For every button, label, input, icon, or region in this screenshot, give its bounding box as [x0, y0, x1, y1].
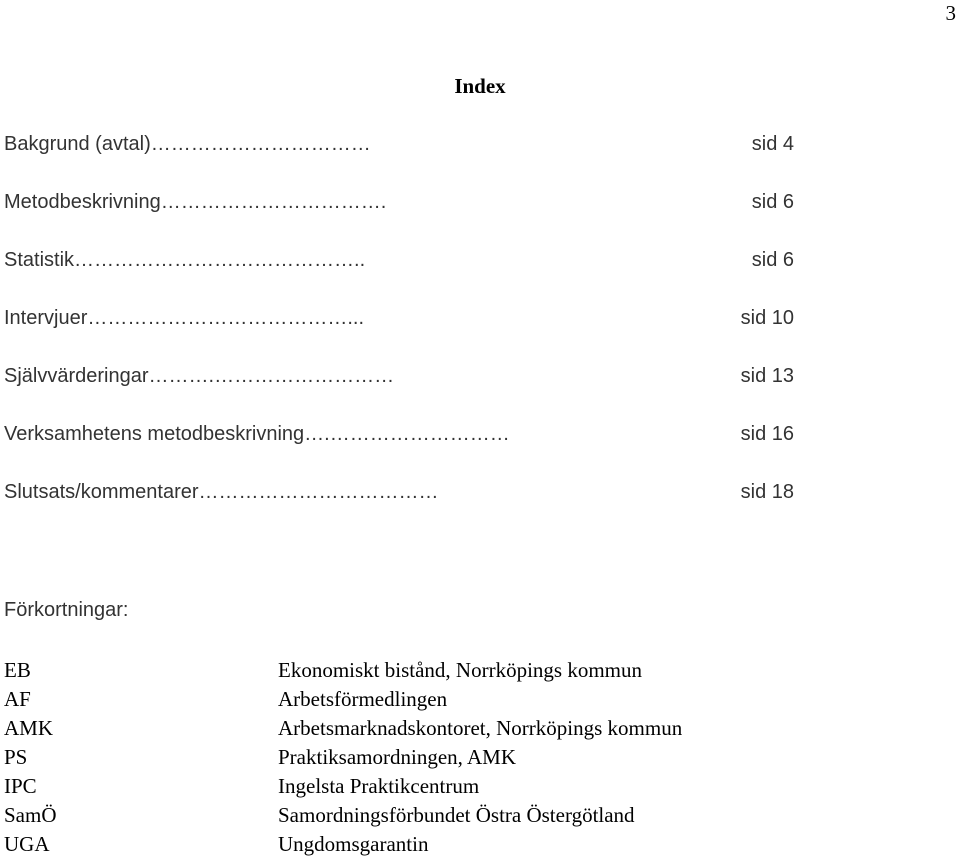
toc-entry-leader: ……….………………………	[148, 365, 395, 387]
abbreviation-code: IPC	[4, 774, 37, 798]
page-title: Index	[454, 74, 506, 98]
toc-entry-label: Verksamhetens metodbeskrivning	[4, 423, 305, 445]
abbreviation-row	[4, 830, 904, 859]
abbreviation-description: Samordningsförbundet Östra Östergötland	[278, 803, 635, 827]
toc-entry-page: sid 13	[740, 365, 794, 387]
toc-entry-intervjuer[interactable]	[4, 304, 794, 362]
abbreviation-code: SamÖ	[4, 803, 57, 827]
toc-entry-slutsats[interactable]	[4, 478, 794, 536]
toc-entry-statistik[interactable]	[4, 246, 794, 304]
toc-entry-page: sid 6	[751, 191, 794, 213]
toc-entry-leader: …………………………………...	[87, 307, 365, 329]
abbreviation-code: UGA	[4, 832, 50, 856]
toc-entry-label: Slutsats/kommentarer	[4, 481, 199, 503]
abbreviation-row	[4, 801, 904, 830]
toc-entry-label: Intervjuer	[4, 307, 88, 329]
abbreviation-code: PS	[4, 745, 28, 769]
toc-entry-sjalvvarderingar[interactable]	[4, 362, 794, 420]
toc-entry-page: sid 10	[740, 307, 794, 329]
abbreviation-row	[4, 772, 904, 801]
abbreviation-code: EB	[4, 658, 31, 682]
abbreviations-heading: Förkortningar:	[4, 599, 129, 621]
table-of-contents	[4, 130, 794, 536]
toc-entry-leader: ……………………………………..	[74, 249, 366, 271]
abbreviation-description: Arbetsmarknadskontoret, Norrköpings kommun	[278, 716, 683, 740]
toc-entry-bakgrund[interactable]	[4, 130, 794, 188]
toc-entry-label: Bakgrund (avtal)	[4, 133, 151, 155]
toc-entry-page: sid 16	[740, 423, 794, 445]
toc-entry-leader: …………………………….	[160, 191, 387, 213]
abbreviation-code: AMK	[4, 716, 54, 740]
toc-entry-label: Metodbeskrivning	[4, 191, 161, 213]
abbreviation-code: AF	[4, 687, 31, 711]
toc-entry-label: Statistik	[4, 249, 75, 271]
toc-entry-leader: ……………………………	[150, 133, 371, 155]
toc-entry-page: sid 4	[751, 133, 794, 155]
abbreviation-description: Ungdomsgarantin	[278, 832, 429, 856]
toc-entry-leader: ………………………………	[198, 481, 439, 503]
abbreviation-description: Arbetsförmedlingen	[278, 687, 448, 711]
toc-entry-page: sid 6	[751, 249, 794, 271]
abbreviation-row	[4, 685, 904, 714]
toc-entry-verksamhetens-metodbeskrivning[interactable]	[4, 420, 794, 478]
page-number: 3	[945, 1, 956, 25]
abbreviation-row	[4, 656, 904, 685]
abbreviation-row	[4, 714, 904, 743]
toc-entry-label: Självvärderingar	[4, 365, 149, 387]
abbreviation-description: Ekonomiskt bistånd, Norrköpings kommun	[278, 658, 642, 682]
abbreviation-description: Praktiksamordningen, AMK	[278, 745, 516, 769]
toc-entry-page: sid 18	[740, 481, 794, 503]
abbreviation-row	[4, 743, 904, 772]
toc-entry-metodbeskrivning[interactable]	[4, 188, 794, 246]
abbreviations-list	[4, 656, 904, 859]
abbreviation-description: Ingelsta Praktikcentrum	[278, 774, 480, 798]
toc-entry-leader: ….………………………	[304, 423, 510, 445]
